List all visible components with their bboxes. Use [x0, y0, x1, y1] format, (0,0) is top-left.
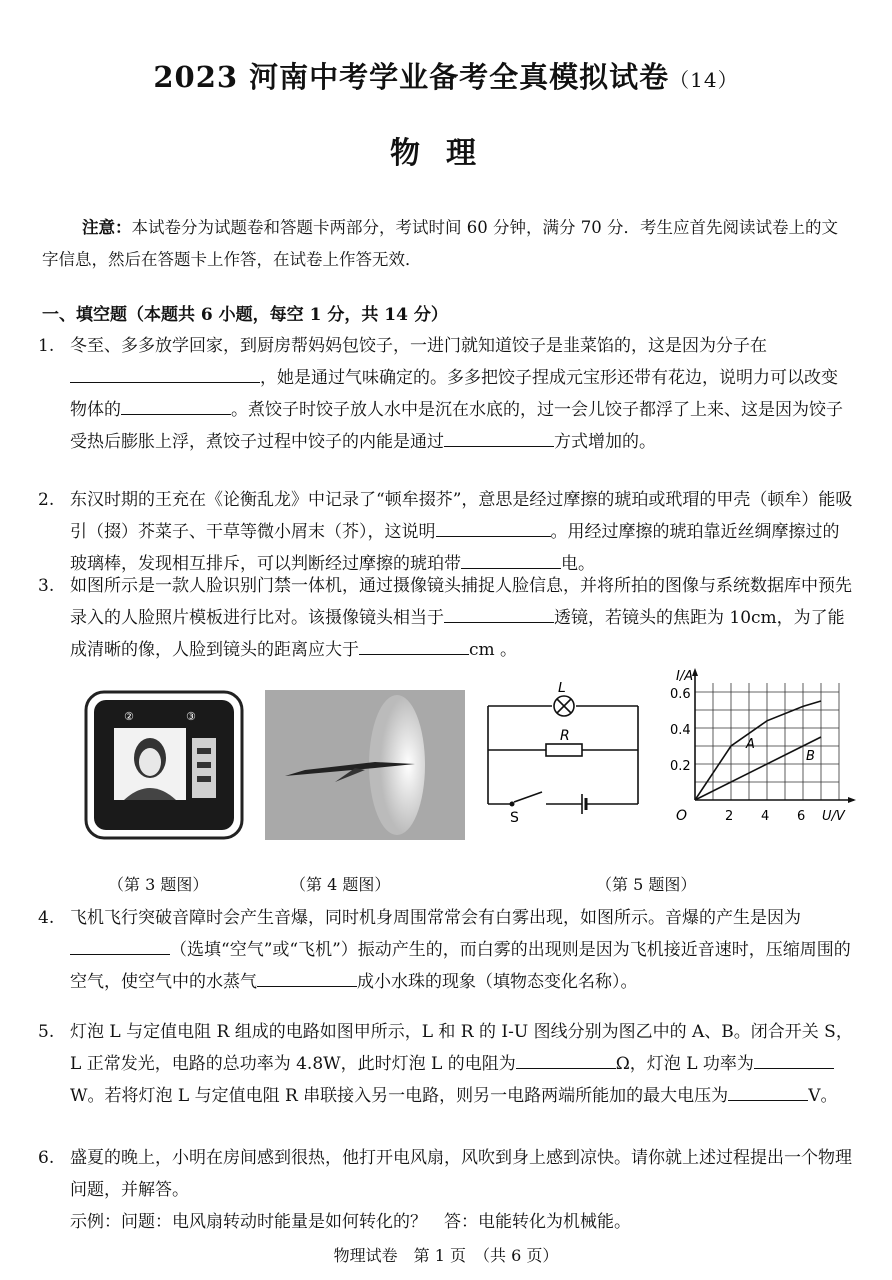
question-2: 2. 东汉时期的王充在《论衡乱龙》中记录了“顿牟掇芥”，意思是经过摩擦的琥珀或玳瑁的甲壳（顿牟）能吸引（掇）芥菜子、干草等微小屑末（芥），这说明 。用经过摩擦的琥珀靠近丝绸摩擦过的玻璃棒，发现相互排斥，可以判断经过摩擦的琥珀带 电。 [38, 490, 853, 574]
figure-3-caption: （第 3 题图） [108, 875, 209, 894]
notice-label: 注意： [82, 218, 132, 237]
x-tick-label: 4 [761, 809, 770, 824]
section-title: 一、填空题（本题共 6 小题，每空 1 分，共 14 分） [42, 305, 448, 325]
figure-4-caption: （第 4 题图） [290, 875, 391, 894]
y-tick-label: 0.4 [670, 723, 691, 738]
resistor-label: R [560, 728, 570, 744]
notice-text: 本试卷分为试题卷和答题卡两部分，考试时间 60 分钟，满分 70 分．考生应首先阅读试卷上的文字信息，然后在答题卡上作答，在试卷上作答无效． [42, 218, 838, 269]
question-5: 5. 灯泡 L 与定值电阻 R 组成的电路如图甲所示，L 和 R 的 I-U 图线分别为图乙中的 A、B。闭合开关 S，L 正常发光，电路的总功率为 4.8W，此时灯泡 L 的电阻为 Ω，灯泡 L 功率为W。若将灯泡 L 与定值电阻 R 串联接入另一电路，则另一电路两端所能加的最大电压为 V。 [38, 1022, 853, 1106]
exam-title: 2023 河南中考学业备考全真模拟试卷（14） [153, 60, 739, 94]
answer-blank[interactable] [70, 364, 260, 383]
curve-b-label: B [806, 749, 815, 764]
x-axis-label: U/V [822, 809, 845, 824]
answer-blank[interactable] [444, 604, 554, 623]
subject-title: 物理 [390, 136, 502, 171]
example-answer: 示例：问题：电风扇转动时能量是如何转化的？ 答：电能转化为机械能。 [70, 1212, 631, 1232]
answer-blank[interactable] [728, 1082, 808, 1101]
lamp-label: L [558, 682, 566, 696]
x-tick-label: 6 [797, 809, 806, 824]
question-1: 1. 冬至、多多放学回家，到厨房帮妈妈包饺子，一进门就知道饺子是韭菜馅的，这是因为分子在，她是通过气味确定的。多多把饺子捏成元宝形还带有花边，说明力可以改变物体的 。煮饺子时饺子放人水中是沉在水底的，过一会儿饺子都浮了上来、这是因为饺子受热后膨胀上浮，煮饺子过程中饺子的内能是通过 方式增加的。 [38, 336, 843, 452]
circuit-diagram-figure [484, 682, 644, 832]
page-footer: 物理试卷 第 1 页 （共 6 页） [333, 1246, 559, 1265]
answer-blank[interactable] [257, 968, 357, 987]
supersonic-jet-figure [265, 690, 465, 840]
curve-a-label: A [746, 737, 755, 752]
y-tick-label: 0.6 [670, 687, 691, 702]
face-recognition-device-figure [84, 690, 244, 840]
series-line-B [695, 737, 821, 800]
switch-label: S [510, 810, 519, 826]
answer-blank[interactable] [70, 936, 170, 955]
answer-blank[interactable] [436, 518, 551, 537]
answer-blank[interactable] [754, 1050, 834, 1069]
question-4: 4. 飞机飞行突破音障时会产生音爆，同时机身周围常常会有白雾出现，如图所示。音爆的产生是因为（选填“空气”或“飞机”）振动产生的，而白雾的出现则是因为飞机接近音速时，压缩周围的空气，使空气中的水蒸气 成小水珠的现象（填物态变化名称）。 [38, 908, 851, 992]
question-6: 6. 盛夏的晚上，小明在房间感到很热，他打开电风扇，风吹到身上感到凉快。请你就上述过程提出一个物理问题，并解答。 示例：问题：电风扇转动时能量是如何转化的？ 答：电能转化为机械能。 [38, 1148, 852, 1232]
series-line-A [695, 701, 821, 800]
device-icon-3: ③ [186, 710, 196, 723]
notice [42, 212, 852, 276]
x-tick-label: 2 [725, 809, 734, 824]
y-axis-label: I/A [676, 669, 694, 684]
y-tick-label: 0.2 [670, 759, 691, 774]
origin-label: O [676, 808, 688, 824]
answer-blank[interactable] [444, 428, 554, 447]
iu-graph-figure [662, 662, 862, 827]
figure-5-caption: （第 5 题图） [596, 875, 697, 894]
question-3: 3. 如图所示是一款人脸识别门禁一体机，通过摄像镜头捕捉人脸信息，并将所拍的图像与系统数据库中预先录入的人脸照片模板进行比对。该摄像镜头相当于 透镜，若镜头的焦距为 10cm，为了能成清晰的像，人脸到镜头的距离应大于 cm 。 [38, 576, 852, 660]
answer-blank[interactable] [461, 550, 561, 569]
answer-blank[interactable] [121, 396, 231, 415]
device-icon-2: ② [124, 710, 134, 723]
answer-blank[interactable] [359, 636, 469, 655]
answer-blank[interactable] [516, 1050, 616, 1069]
